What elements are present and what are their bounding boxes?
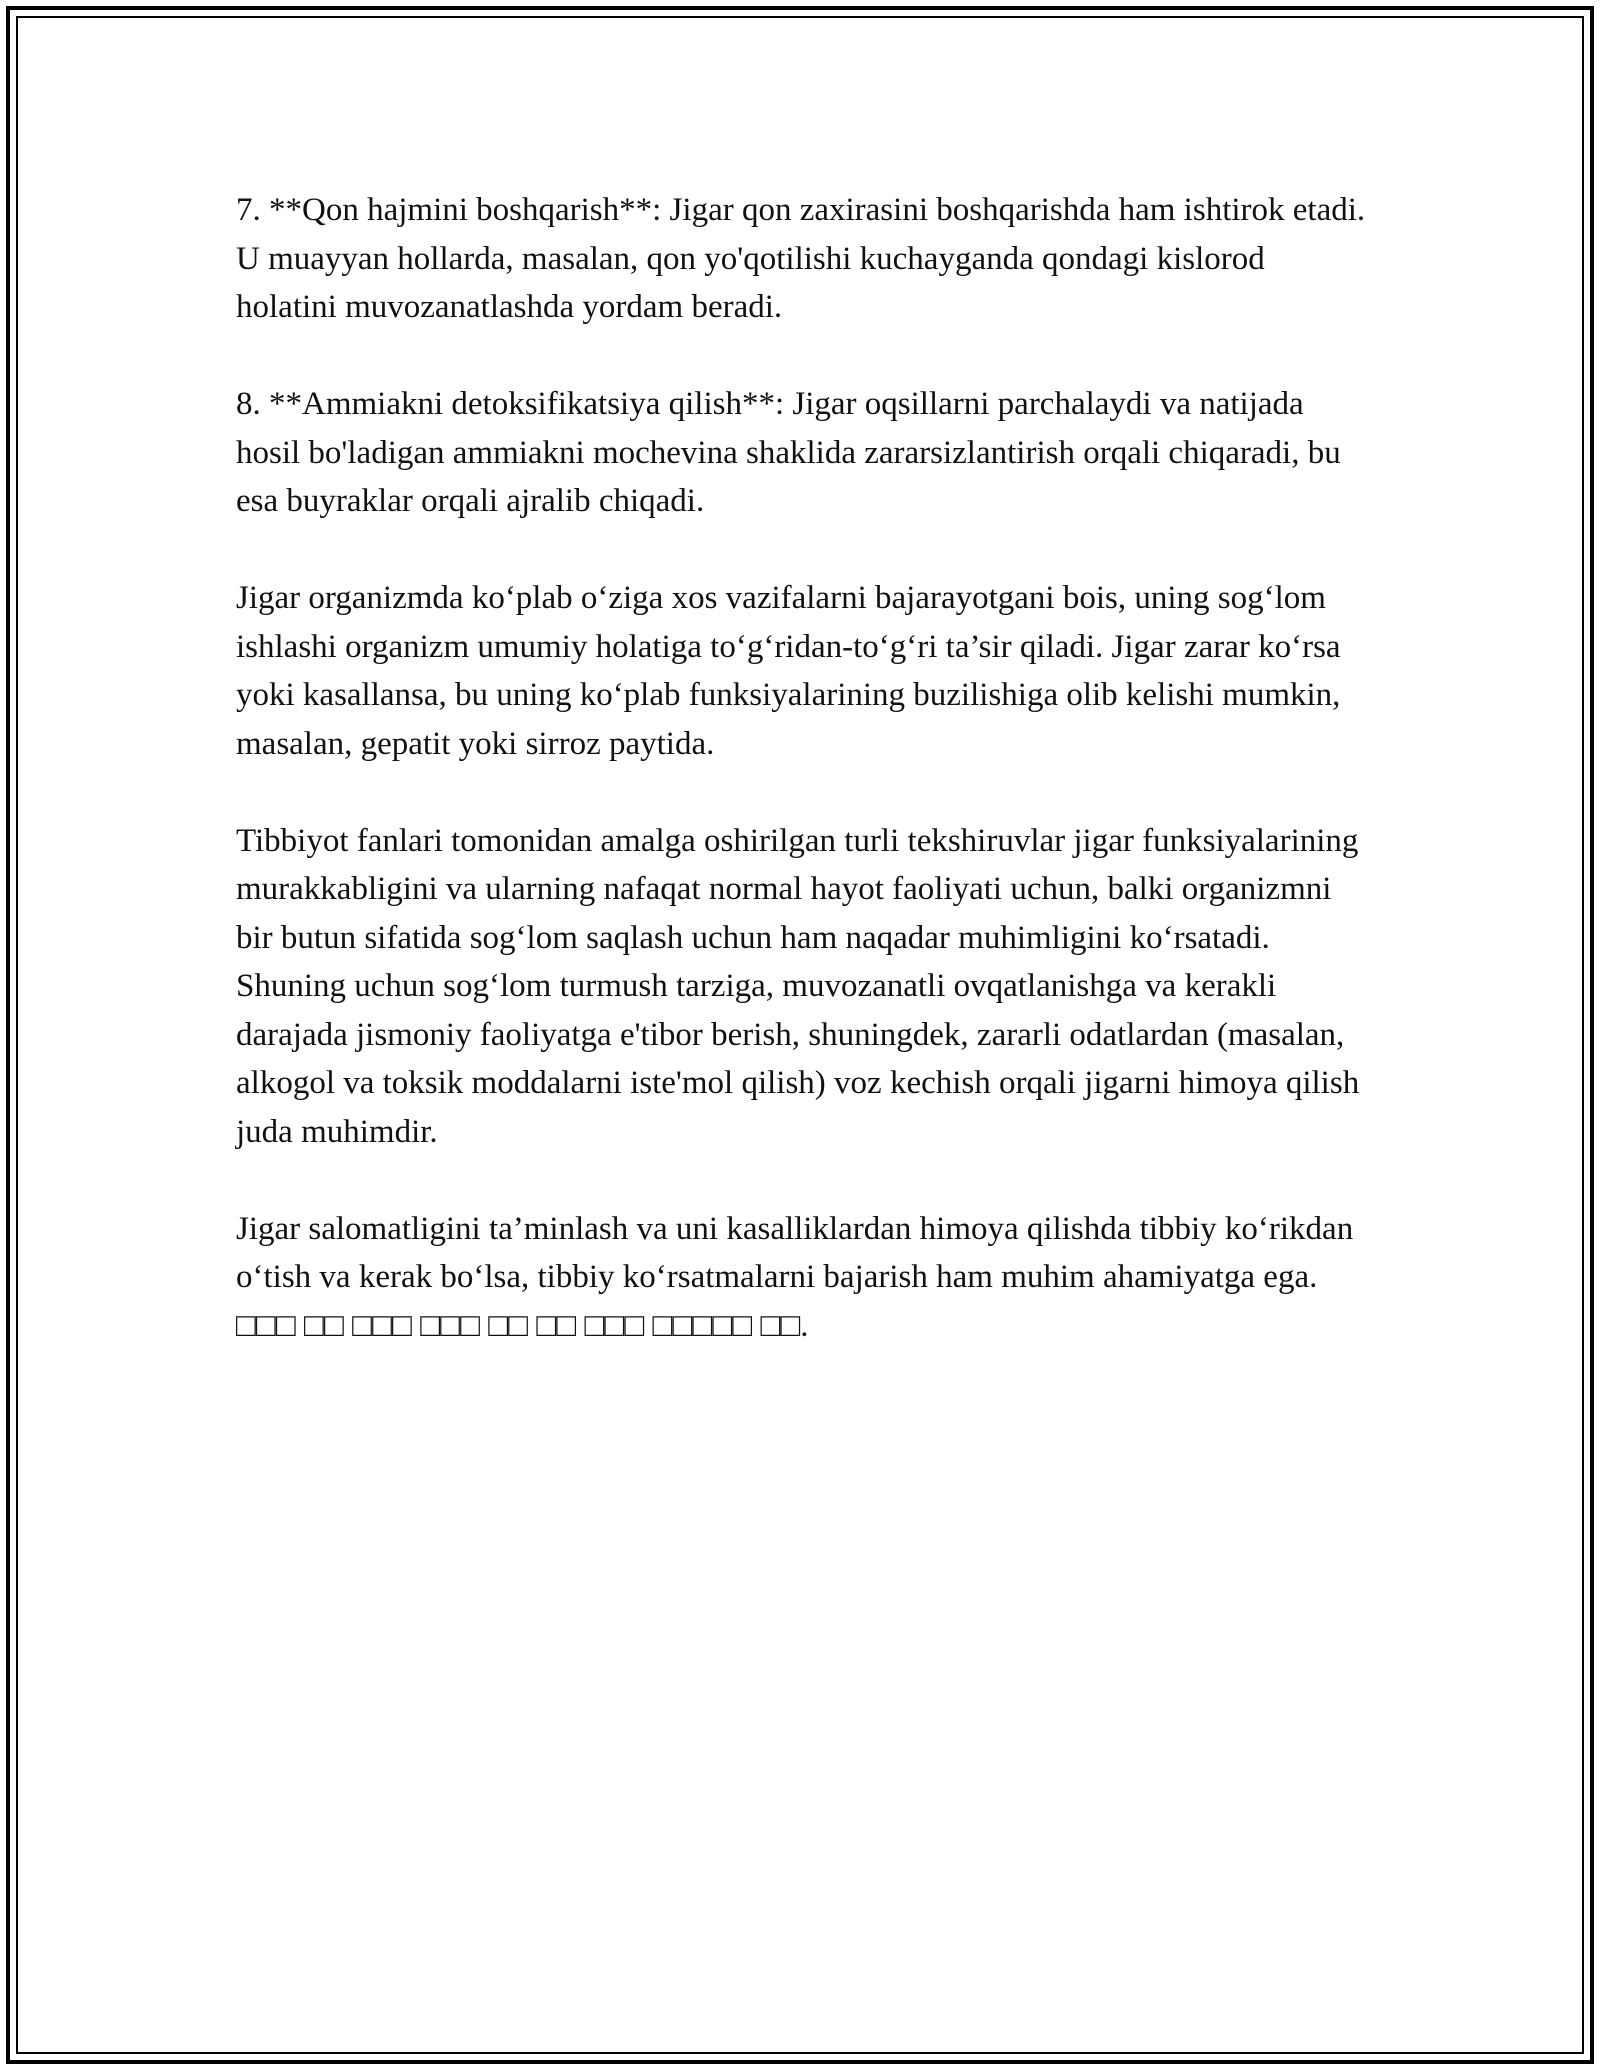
document-body xyxy=(236,186,1366,1350)
paragraph-blood-volume: 7. **Qon hajmini boshqarish**: Jigar qon zaxirasini boshqarishda ham ishtirok etadi. U muayyan hollarda, masalan, qon yo'qotilishi kuchayganda qondagi kislorod holatini muvozanatlashda yordam beradi. xyxy=(236,192,1366,325)
paragraph-liver-health: Jigar salomatligini ta’minlash va uni kasalliklardan himoya qilishda tibbiy ko‘rikdan o‘tish va kerak bo‘lsa, tibbiy ko‘rsatmalarni bajarish ham muhim ahamiyatga ega. □□□ □□ □□□ □□□ □□ □□ □□□ □□□□□ □□. xyxy=(236,1210,1354,1344)
paragraph-liver-functions: Jigar organizmda ko‘plab o‘ziga xos vazifalarni bajarayotgani bois, uning sog‘lom ishlashi organizm umumiy holatiga to‘g‘ridan-to‘g‘ri ta’sir qiladi. Jigar zarar ko‘rsa yoki kasallansa, bu uning ko‘plab funksiyalarining buzilishiga olib kelishi mumkin, masalan, gepatit yoki sirroz paytida. xyxy=(236,580,1341,762)
paragraph-ammonia-detox: 8. **Ammiakni detoksifikatsiya qilish**: Jigar oqsillarni parchalaydi va natijada hosil bo'ladigan ammiakni mochevina shaklida zararsizlantirish orqali chiqaradi, bu esa buyraklar orqali ajralib chiqadi. xyxy=(236,386,1341,519)
paragraph-medical-research: Tibbiyot fanlari tomonidan amalga oshirilgan turli tekshiruvlar jigar funksiyalarining murakkabligini va ularning nafaqat normal hayot faoliyati uchun, balki organizmni bir butun sifatida sog‘lom saqlash uchun ham naqadar muhimligini ko‘rsatadi. Shuning uchun sog‘lom turmush tarziga, muvozanatli ovqatlanishga va kerakli darajada jismoniy faoliyatga e'tibor berish, shuningdek, zararli odatlardan (masalan, alkogol va toksik moddalarni iste'mol qilish) voz kechish orqali jigarni himoya qilish juda muhimdir. xyxy=(236,822,1360,1150)
